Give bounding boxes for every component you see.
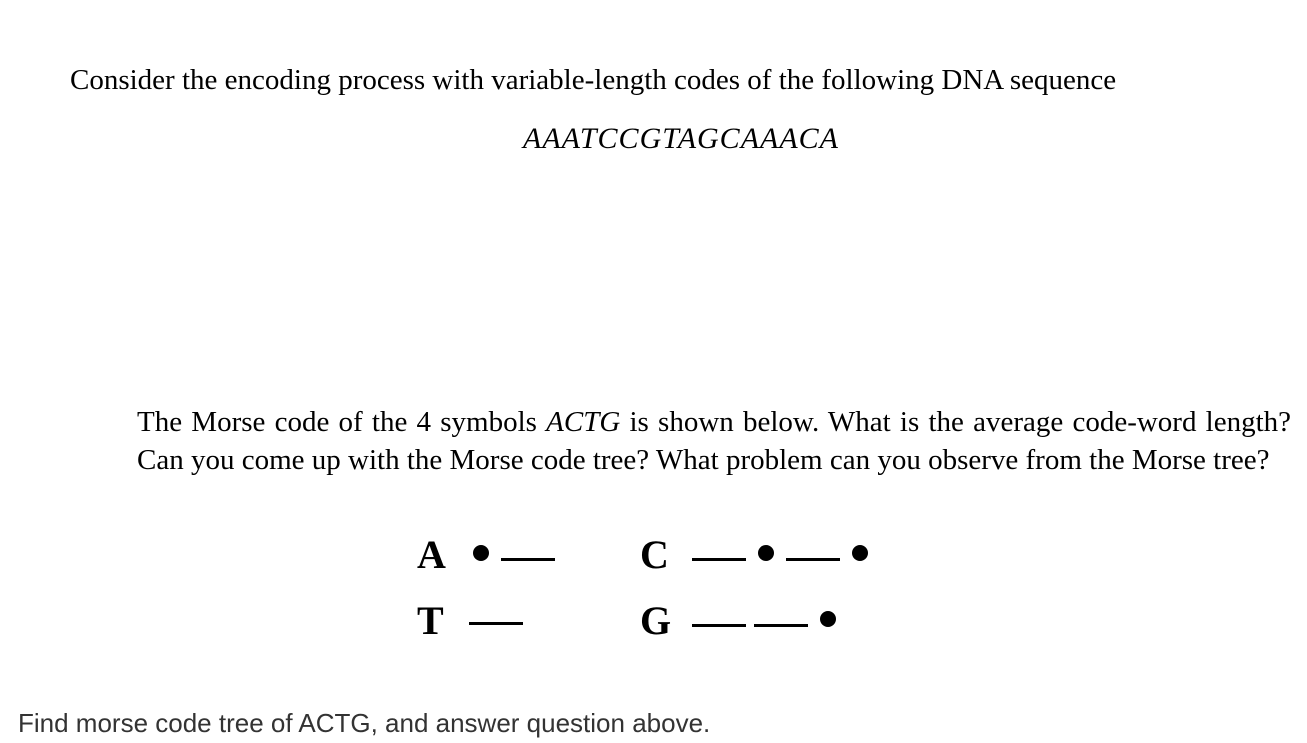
intro-text: Consider the encoding process with variable-length codes of the following DNA sequence (70, 64, 1117, 96)
question-part2: is shown below. What is the average code-word length? Can you come up with the Morse code tree? What problem can you observe from the Morse tree? (137, 406, 1292, 476)
morse-dash (692, 558, 746, 561)
morse-row-t (417, 596, 527, 646)
morse-code-a (465, 545, 559, 566)
morse-row-g (640, 596, 844, 646)
morse-dot (820, 611, 836, 627)
morse-letter-g: G (640, 598, 672, 643)
morse-dash (501, 558, 555, 561)
morse-dot (852, 545, 868, 561)
morse-dash (692, 624, 746, 627)
dna-sequence: AAATCCGTAGCAAACA (523, 122, 839, 155)
morse-letter-a: A (417, 532, 446, 577)
morse-dot (758, 545, 774, 561)
morse-code-t (465, 612, 527, 630)
morse-row-c (640, 530, 876, 580)
morse-dash (469, 622, 523, 625)
morse-dash (786, 558, 840, 561)
question-text (137, 403, 1291, 479)
morse-letter-t: T (417, 598, 444, 643)
morse-dot (473, 545, 489, 561)
morse-dash (754, 624, 808, 627)
footer-prompt: Find morse code tree of ACTG, and answer question above. (18, 708, 711, 738)
morse-code-c (688, 545, 876, 566)
question-part1: The Morse code of the 4 symbols (137, 406, 547, 438)
morse-letter-c: C (640, 532, 669, 577)
symbols-math: ACTG (546, 406, 621, 438)
morse-row-a (417, 530, 559, 580)
morse-code-g (688, 611, 844, 632)
